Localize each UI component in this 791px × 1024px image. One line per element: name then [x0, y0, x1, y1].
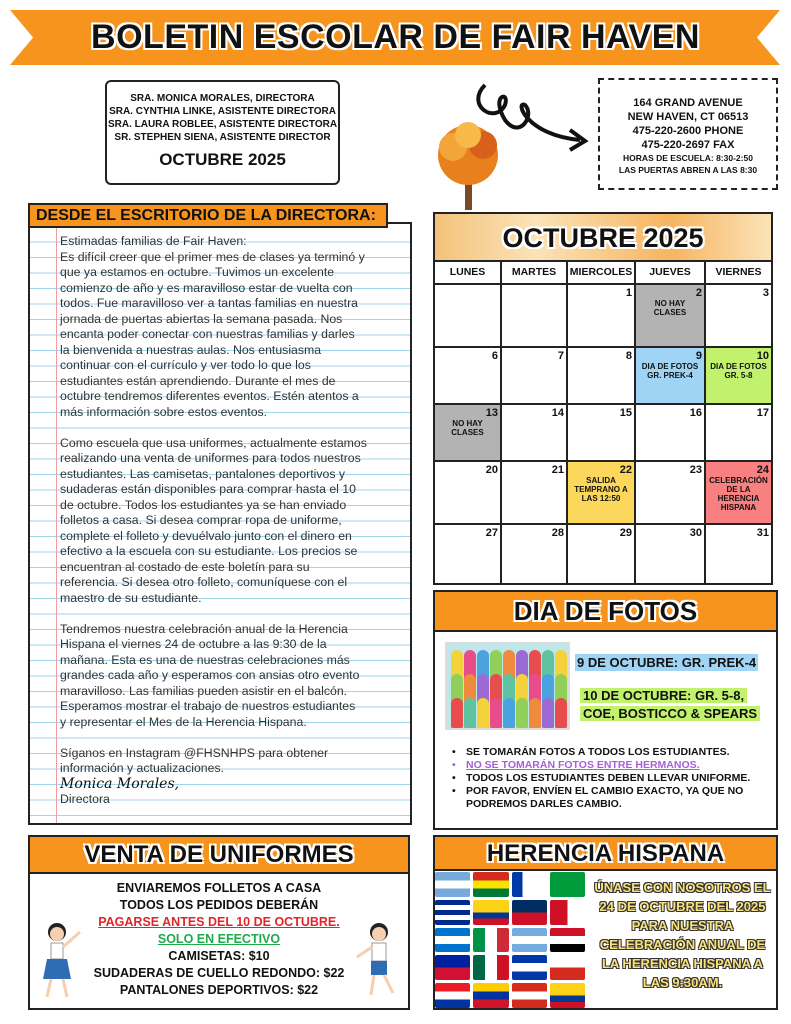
signature: Monica Morales,: [60, 775, 180, 792]
calendar-day: [706, 405, 771, 462]
letter-line: Tendremos nuestra celebración anual de la Herencia: [60, 621, 348, 636]
calendar-day: [568, 285, 636, 348]
price-sweatshirts: SUDADERAS DE CUELLO REDONDO: $22: [93, 966, 345, 980]
uniform-deadline: PAGARSE ANTES DEL 10 DE OCTUBRE.: [98, 915, 340, 929]
letter-line: encanta poder conectar con nuestras familias y darles: [60, 327, 355, 341]
calendar-day: [502, 405, 568, 462]
calendar-day: [502, 462, 568, 525]
flag-icon: [473, 872, 508, 897]
calendar-day: [636, 462, 706, 525]
calendar-day: [636, 525, 706, 584]
flag-icon: [512, 983, 547, 1008]
calendar-day: [636, 405, 706, 462]
calendar-day: [568, 525, 636, 584]
flag-icon: [435, 928, 470, 953]
letter-line: estudiantes. Las camisetas, pantalones deportivos y: [60, 466, 346, 481]
calendar-day: [568, 405, 636, 462]
letter-line: Es difícil creer que el primer mes de clases ya terminó y: [60, 249, 365, 264]
calendar-day: [636, 348, 706, 405]
weekday-header: MIERCOLES: [568, 262, 636, 285]
boy-student-illustration: [353, 917, 403, 1002]
calendar-day: [636, 285, 706, 348]
weekday-header: VIERNES: [706, 262, 771, 285]
flag-icon: [473, 955, 508, 980]
calendar-day: [502, 348, 568, 405]
letter-line: Síganos en Instagram @FHSNHPS para obtener: [60, 745, 329, 760]
day-number: [502, 285, 566, 299]
uniform-line: ENVIAREMOS FOLLETOS A CASA: [116, 881, 322, 895]
address-street: 164 GRAND AVENUE: [633, 97, 743, 109]
letter-line: octubre tendremos diferentes eventos. Estén atentos a: [60, 389, 359, 403]
calendar-day: [502, 285, 568, 348]
weekday-header: LUNES: [435, 262, 502, 285]
day-number: 9: [695, 350, 702, 362]
uniform-line: TODOS LOS PEDIDOS DEBERÁN: [119, 898, 319, 912]
kid-figure: [542, 698, 554, 728]
letter-line: jornada de puertas abiertas la semana pasada. Nos: [60, 311, 343, 326]
day-number: 28: [551, 527, 564, 539]
calendar-event: CELEBRACIÓN DE LA HERENCIA HISPANA: [709, 476, 768, 512]
letter-line: folletos a casa. Si desea comprar ropa de uniforme,: [60, 513, 342, 527]
flag-icon: [435, 872, 470, 897]
letter-line: información y actualizaciones.: [60, 761, 225, 775]
letter-line: [60, 420, 367, 436]
address-city: NEW HAVEN, CT 06513: [627, 111, 749, 123]
calendar-grid: [435, 262, 771, 584]
phone: 475-220-2600 PHONE: [632, 125, 744, 137]
flag-icon: [550, 872, 585, 897]
letter-line: Hispana el viernes 24 de octubre a las 9:30 de la: [60, 637, 327, 651]
note-item: • TODOS LOS ESTUDIANTES DEBEN LLEVAR UNIFORME.: [450, 772, 780, 785]
class-photo-illustration: [445, 642, 570, 730]
letter-line: [60, 730, 367, 746]
kid-figure: [516, 698, 528, 728]
signer-title: Directora: [60, 792, 110, 806]
flag-icon: [550, 955, 585, 980]
staff-line: SR. STEPHEN SIENA, ASISTENTE DIRECTOR: [114, 132, 331, 143]
letter-line: mañana. Esta es una de nuestras celebraciones más: [60, 652, 350, 667]
day-number: 3: [762, 287, 769, 299]
calendar-event: NO HAY CLASES: [653, 299, 687, 317]
day-number: [435, 285, 500, 299]
price-tshirts: CAMISETAS: $10: [168, 949, 270, 963]
fax: 475-220-2697 FAX: [641, 139, 735, 151]
day-number: 29: [619, 527, 632, 539]
flag-icon: [512, 900, 547, 925]
letter-line: complete el folleto y devuélvalo junto con el dinero en: [60, 528, 352, 543]
flag-icon: [473, 983, 508, 1008]
letter-line: maravilloso. Las familias pueden asistir en el balcón.: [60, 683, 348, 698]
doors-open: LAS PUERTAS ABREN A LAS 8:30: [618, 165, 758, 175]
letter-body: [60, 234, 367, 808]
day-number: 23: [689, 464, 702, 476]
calendar-event: NO HAY CLASES: [451, 419, 484, 437]
letter-line: efectivo a la escuela con su estudiante. Los precios se: [60, 544, 358, 558]
uniform-sale-title: VENTA DE UNIFORMES: [30, 837, 408, 874]
issue-month: OCTUBRE 2025: [159, 150, 286, 169]
calendar-day: [435, 525, 502, 584]
principal-letter: [28, 222, 412, 825]
day-number: 30: [689, 527, 702, 539]
kid-figure: [451, 698, 463, 728]
kid-figure: [529, 698, 541, 728]
note-item: • POR FAVOR, ENVÍEN EL CAMBIO EXACTO, YA QUE NO PODREMOS DARLES CAMBIO.: [450, 785, 780, 811]
flag-icon: [550, 983, 585, 1008]
calendar-day: [706, 348, 771, 405]
staff-line: SRA. LAURA ROBLEE, ASISTENTE DIRECTORA: [107, 119, 338, 130]
weekday-header: JUEVES: [636, 262, 706, 285]
newsletter-title: BOLETIN ESCOLAR DE FAIR HAVEN: [91, 18, 700, 56]
letter-line: y representar el Mes de la Herencia Hispana.: [60, 714, 307, 729]
girl-student-illustration: [35, 917, 85, 1002]
day-number: 2: [695, 287, 702, 299]
note-item: • NO SE TOMARÁN FOTOS ENTRE HERMANOS.: [450, 759, 780, 772]
school-hours: HORAS DE ESCUELA: 8:30-2:50: [623, 153, 753, 163]
arrow-icon: [478, 85, 580, 140]
calendar-event: DIA DE FOTOS GR. PREK-4: [641, 362, 699, 380]
flag-icon: [435, 955, 470, 980]
day-number: 13: [485, 407, 498, 419]
day-number: 8: [625, 350, 632, 362]
letter-line: sudaderas están disponibles para comprar hasta el 10: [60, 482, 356, 496]
staff-box: [105, 80, 340, 185]
calendar-day: [706, 525, 771, 584]
letter-heading: DESDE EL ESCRITORIO DE LA DIRECTORA:: [28, 203, 388, 228]
picture-day-5-8-line2: COE, BOSTICCO & SPEARS: [580, 706, 760, 721]
day-number: 16: [689, 407, 702, 419]
letter-line: que ya estamos en octubre. Tuvimos un excelente: [60, 265, 335, 279]
calendar-day: [568, 462, 636, 525]
letter-line: continuar con el currículo y ver todo lo que los: [60, 358, 311, 372]
calendar-event: DIA DE FOTOS GR. 5-8: [710, 362, 767, 380]
latin-american-flags-collage: [435, 872, 585, 1008]
calendar-title: OCTUBRE 2025: [435, 214, 771, 262]
flag-icon: [512, 872, 547, 897]
calendar-day: [568, 348, 636, 405]
letter-line: Estimadas familias de Fair Haven:: [60, 234, 247, 248]
letter-line: encuentran al costado de este boletín para su: [60, 559, 310, 574]
flag-icon: [473, 900, 508, 925]
calendar-event: SALIDA TEMPRANO A LAS 12:50: [574, 476, 628, 503]
calendar-day: [435, 348, 502, 405]
kid-figure: [477, 698, 489, 728]
calendar-day: [435, 462, 502, 525]
picture-day-title: DIA DE FOTOS: [435, 592, 776, 632]
day-number: 1: [625, 287, 632, 299]
letter-line: grandes cada año y esperamos con ansias otro evento: [60, 668, 360, 682]
letter-line: estudiantes están aprendiendo. Durante el mes de: [60, 373, 336, 388]
day-number: 21: [551, 464, 564, 476]
flag-icon: [435, 900, 470, 925]
day-number: 31: [756, 527, 769, 539]
contact-box: [598, 78, 778, 190]
letter-line: la bienvenida a nuestras aulas. Nos entusiasma: [60, 342, 322, 357]
flag-icon: [512, 928, 547, 953]
letter-line: de octubre. Todos los estudiantes ya se han enviado: [60, 497, 347, 512]
kid-figure: [464, 698, 476, 728]
kid-figure: [555, 698, 567, 728]
calendar-day: [502, 525, 568, 584]
kid-figure: [490, 698, 502, 728]
flag-icon: [435, 983, 470, 1008]
day-number: 7: [557, 350, 564, 362]
staff-line: SRA. CYNTHIA LINKE, ASISTENTE DIRECTORA: [109, 106, 336, 117]
kid-figure: [503, 698, 515, 728]
day-number: 15: [619, 407, 632, 419]
heritage-title: HERENCIA HISPANA: [435, 837, 776, 871]
picture-day-5-8-line1: 10 DE OCTUBRE: GR. 5-8,: [580, 688, 747, 703]
letter-line: realizando una venta de uniformes para todos nuestros: [60, 451, 361, 465]
calendar: [433, 212, 773, 585]
day-number: 6: [491, 350, 498, 362]
letter-line: más información sobre estos eventos.: [60, 404, 268, 419]
day-number: 14: [551, 407, 564, 419]
day-number: 10: [756, 350, 769, 362]
flag-icon: [550, 928, 585, 953]
uniform-sale-section: [28, 835, 410, 1010]
calendar-day: [435, 405, 502, 462]
picture-day-prek4: 9 DE OCTUBRE: GR. PREK-4: [577, 655, 757, 670]
staff-line: SRA. MONICA MORALES, DIRECTORA: [130, 93, 315, 104]
flag-icon: [550, 900, 585, 925]
letter-line: comienzo de año y es maravilloso estar de vuelta con: [60, 280, 353, 295]
day-number: 22: [619, 464, 632, 476]
letter-line: Como escuela que usa uniformes, actualmente estamos: [60, 435, 367, 450]
weekday-header: MARTES: [502, 262, 568, 285]
calendar-day: [706, 285, 771, 348]
letter-line: referencia. Si desea otro folleto, comuníquese con el: [60, 575, 348, 589]
autumn-tree-and-arrow-illustration: [425, 75, 595, 215]
uniform-cash-only: SOLO EN EFECTIVO: [157, 932, 281, 946]
heritage-invitation: ÚNASE CON NOSOTROS EL 24 DE OCTUBRE DEL 2025 PARA NUESTRA CELEBRACIÓN ANUAL DE LA HERENCIA HISPANA A LAS 9:30AM.: [594, 880, 771, 990]
letter-line: maestro de su estudiante.: [60, 590, 202, 605]
calendar-day: [706, 462, 771, 525]
flag-icon: [512, 955, 547, 980]
letter-line: [60, 606, 367, 622]
note-item: • SE TOMARÁN FOTOS A TODOS LOS ESTUDIANTES.: [450, 746, 780, 759]
flag-icon: [473, 928, 508, 953]
letter-line: Esperamos mostrar el trabajo de nuestros estudiantes: [60, 699, 356, 713]
day-number: 17: [756, 407, 769, 419]
letter-line: todos. Fue maravilloso ver a tantas familias en nuestra: [60, 296, 359, 310]
picture-day-notes: [450, 746, 780, 811]
calendar-day: [435, 285, 502, 348]
price-sweatpants: PANTALONES DEPORTIVOS: $22: [119, 983, 319, 997]
day-number: 24: [756, 464, 769, 476]
day-number: 20: [485, 464, 498, 476]
day-number: 27: [485, 527, 498, 539]
